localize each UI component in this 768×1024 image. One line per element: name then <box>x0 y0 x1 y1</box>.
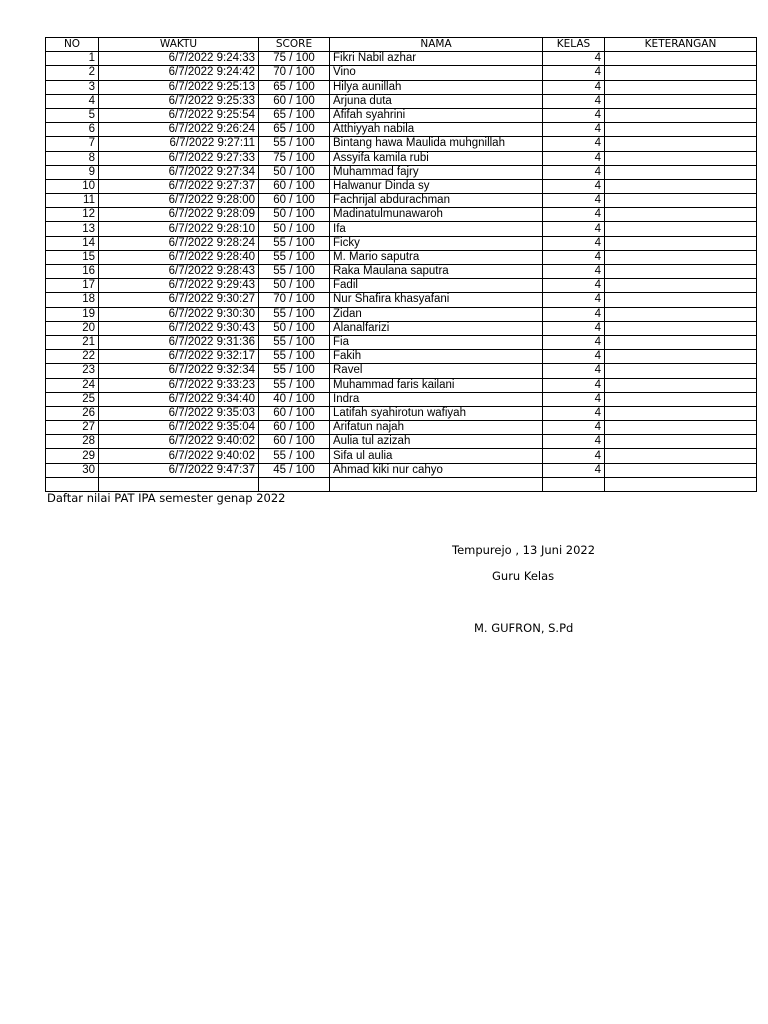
cell-score <box>259 477 330 491</box>
cell-kelas: 4 <box>543 307 605 321</box>
cell-nama: Latifah syahirotun wafiyah <box>330 406 543 420</box>
cell-no: 30 <box>46 463 99 477</box>
table-row <box>46 293 757 307</box>
cell-keterangan <box>605 151 757 165</box>
cell-score: 55 / 100 <box>259 350 330 364</box>
cell-waktu: 6/7/2022 9:27:37 <box>99 179 259 193</box>
cell-waktu: 6/7/2022 9:40:02 <box>99 449 259 463</box>
cell-keterangan <box>605 265 757 279</box>
table-row <box>46 66 757 80</box>
cell-kelas: 4 <box>543 94 605 108</box>
cell-waktu: 6/7/2022 9:25:13 <box>99 80 259 94</box>
table-row <box>46 165 757 179</box>
cell-nama: Ifa <box>330 222 543 236</box>
place-date: Tempurejo , 13 Juni 2022 <box>452 543 596 557</box>
table-row <box>46 52 757 66</box>
cell-kelas: 4 <box>543 250 605 264</box>
cell-keterangan <box>605 66 757 80</box>
cell-nama: Alanalfarizi <box>330 321 543 335</box>
table-row <box>46 392 757 406</box>
cell-score: 60 / 100 <box>259 435 330 449</box>
cell-keterangan <box>605 137 757 151</box>
cell-keterangan <box>605 52 757 66</box>
cell-score: 55 / 100 <box>259 250 330 264</box>
cell-keterangan <box>605 222 757 236</box>
cell-no: 1 <box>46 52 99 66</box>
table-row <box>46 236 757 250</box>
table-row <box>46 449 757 463</box>
cell-score: 50 / 100 <box>259 222 330 236</box>
table-row <box>46 307 757 321</box>
cell-score: 60 / 100 <box>259 179 330 193</box>
table-row <box>46 335 757 349</box>
cell-waktu: 6/7/2022 9:35:04 <box>99 421 259 435</box>
cell-nama: Vino <box>330 66 543 80</box>
cell-score: 50 / 100 <box>259 208 330 222</box>
cell-keterangan <box>605 421 757 435</box>
cell-no: 28 <box>46 435 99 449</box>
cell-kelas: 4 <box>543 293 605 307</box>
cell-keterangan <box>605 364 757 378</box>
cell-kelas: 4 <box>543 151 605 165</box>
cell-no: 9 <box>46 165 99 179</box>
cell-no: 13 <box>46 222 99 236</box>
cell-score: 55 / 100 <box>259 236 330 250</box>
cell-nama: Fia <box>330 335 543 349</box>
cell-nama: Bintang hawa Maulida muhgnillah <box>330 137 543 151</box>
cell-waktu: 6/7/2022 9:30:27 <box>99 293 259 307</box>
cell-waktu: 6/7/2022 9:33:23 <box>99 378 259 392</box>
cell-nama: Raka Maulana saputra <box>330 265 543 279</box>
table-row <box>46 435 757 449</box>
table-caption: Daftar nilai PAT IPA semester genap 2022 <box>47 491 286 505</box>
cell-score: 55 / 100 <box>259 335 330 349</box>
table-row <box>46 421 757 435</box>
cell-kelas: 4 <box>543 265 605 279</box>
cell-no: 24 <box>46 378 99 392</box>
table-row <box>46 222 757 236</box>
cell-waktu: 6/7/2022 9:28:09 <box>99 208 259 222</box>
cell-no: 5 <box>46 108 99 122</box>
cell-kelas: 4 <box>543 392 605 406</box>
cell-nama: Fakih <box>330 350 543 364</box>
cell-keterangan <box>605 236 757 250</box>
cell-waktu: 6/7/2022 9:34:40 <box>99 392 259 406</box>
cell-nama: Halwanur Dinda sy <box>330 179 543 193</box>
cell-score: 60 / 100 <box>259 194 330 208</box>
cell-keterangan <box>605 165 757 179</box>
table-row <box>46 108 757 122</box>
cell-waktu: 6/7/2022 9:32:17 <box>99 350 259 364</box>
cell-keterangan <box>605 435 757 449</box>
cell-score: 55 / 100 <box>259 449 330 463</box>
cell-kelas: 4 <box>543 350 605 364</box>
cell-kelas: 4 <box>543 364 605 378</box>
cell-no: 22 <box>46 350 99 364</box>
cell-kelas: 4 <box>543 321 605 335</box>
cell-score: 65 / 100 <box>259 123 330 137</box>
cell-kelas: 4 <box>543 165 605 179</box>
table-row <box>46 477 757 491</box>
cell-nama: Fadil <box>330 279 543 293</box>
cell-waktu <box>99 477 259 491</box>
cell-no: 7 <box>46 137 99 151</box>
cell-nama: Nur Shafira khasyafani <box>330 293 543 307</box>
cell-nama: M. Mario saputra <box>330 250 543 264</box>
cell-score: 70 / 100 <box>259 293 330 307</box>
cell-nama: Muhammad faris kailani <box>330 378 543 392</box>
cell-score: 60 / 100 <box>259 421 330 435</box>
cell-score: 75 / 100 <box>259 151 330 165</box>
cell-no: 19 <box>46 307 99 321</box>
cell-nama: Aulia tul azizah <box>330 435 543 449</box>
cell-waktu: 6/7/2022 9:35:03 <box>99 406 259 420</box>
cell-score: 55 / 100 <box>259 364 330 378</box>
header-keterangan: KETERANGAN <box>605 38 757 52</box>
cell-score: 60 / 100 <box>259 406 330 420</box>
cell-nama: Zidan <box>330 307 543 321</box>
cell-keterangan <box>605 279 757 293</box>
cell-kelas: 4 <box>543 208 605 222</box>
cell-kelas: 4 <box>543 222 605 236</box>
cell-kelas: 4 <box>543 179 605 193</box>
cell-keterangan <box>605 194 757 208</box>
cell-no: 3 <box>46 80 99 94</box>
table-row <box>46 80 757 94</box>
cell-kelas: 4 <box>543 449 605 463</box>
cell-score: 50 / 100 <box>259 165 330 179</box>
cell-waktu: 6/7/2022 9:26:24 <box>99 123 259 137</box>
cell-score: 55 / 100 <box>259 137 330 151</box>
cell-kelas: 4 <box>543 108 605 122</box>
cell-waktu: 6/7/2022 9:31:36 <box>99 335 259 349</box>
cell-kelas: 4 <box>543 80 605 94</box>
header-row <box>46 38 757 52</box>
cell-waktu: 6/7/2022 9:30:30 <box>99 307 259 321</box>
cell-keterangan <box>605 179 757 193</box>
cell-waktu: 6/7/2022 9:28:40 <box>99 250 259 264</box>
cell-nama: Sifa ul aulia <box>330 449 543 463</box>
cell-waktu: 6/7/2022 9:25:33 <box>99 94 259 108</box>
cell-nama: Hilya aunillah <box>330 80 543 94</box>
cell-kelas: 4 <box>543 52 605 66</box>
table-row <box>46 321 757 335</box>
table-row <box>46 208 757 222</box>
cell-kelas: 4 <box>543 66 605 80</box>
cell-keterangan <box>605 94 757 108</box>
cell-keterangan <box>605 123 757 137</box>
cell-waktu: 6/7/2022 9:47:37 <box>99 463 259 477</box>
cell-waktu: 6/7/2022 9:30:43 <box>99 321 259 335</box>
cell-no: 18 <box>46 293 99 307</box>
cell-no: 20 <box>46 321 99 335</box>
table-row <box>46 463 757 477</box>
cell-no: 6 <box>46 123 99 137</box>
cell-kelas: 4 <box>543 279 605 293</box>
cell-nama: Fachrijal abdurachman <box>330 194 543 208</box>
cell-kelas: 4 <box>543 335 605 349</box>
cell-no: 17 <box>46 279 99 293</box>
cell-keterangan <box>605 477 757 491</box>
cell-score: 50 / 100 <box>259 279 330 293</box>
cell-keterangan <box>605 307 757 321</box>
cell-keterangan <box>605 335 757 349</box>
cell-waktu: 6/7/2022 9:27:34 <box>99 165 259 179</box>
cell-kelas: 4 <box>543 435 605 449</box>
cell-waktu: 6/7/2022 9:40:02 <box>99 435 259 449</box>
cell-nama: Madinatulmunawaroh <box>330 208 543 222</box>
cell-no <box>46 477 99 491</box>
cell-nama: Afifah syahrini <box>330 108 543 122</box>
table-row <box>46 265 757 279</box>
table-row <box>46 179 757 193</box>
cell-no: 15 <box>46 250 99 264</box>
cell-nama: Ravel <box>330 364 543 378</box>
cell-no: 12 <box>46 208 99 222</box>
cell-score: 75 / 100 <box>259 52 330 66</box>
table-row <box>46 123 757 137</box>
signer-name: M. GUFRON, S.Pd <box>474 621 574 635</box>
cell-waktu: 6/7/2022 9:32:34 <box>99 364 259 378</box>
table-row <box>46 279 757 293</box>
cell-kelas: 4 <box>543 123 605 137</box>
table-row <box>46 151 757 165</box>
cell-nama: Arifatun najah <box>330 421 543 435</box>
cell-score: 55 / 100 <box>259 307 330 321</box>
cell-score: 45 / 100 <box>259 463 330 477</box>
cell-score: 70 / 100 <box>259 66 330 80</box>
cell-keterangan <box>605 463 757 477</box>
cell-waktu: 6/7/2022 9:24:42 <box>99 66 259 80</box>
cell-kelas: 4 <box>543 194 605 208</box>
cell-kelas: 4 <box>543 421 605 435</box>
cell-no: 29 <box>46 449 99 463</box>
grades-table <box>45 37 757 492</box>
cell-keterangan <box>605 406 757 420</box>
table-row <box>46 194 757 208</box>
signer-role: Guru Kelas <box>492 569 555 583</box>
cell-keterangan <box>605 350 757 364</box>
cell-no: 23 <box>46 364 99 378</box>
table-row <box>46 378 757 392</box>
cell-waktu: 6/7/2022 9:28:24 <box>99 236 259 250</box>
cell-kelas: 4 <box>543 463 605 477</box>
cell-waktu: 6/7/2022 9:24:33 <box>99 52 259 66</box>
cell-keterangan <box>605 392 757 406</box>
cell-score: 65 / 100 <box>259 80 330 94</box>
table-row <box>46 250 757 264</box>
cell-waktu: 6/7/2022 9:28:43 <box>99 265 259 279</box>
cell-score: 40 / 100 <box>259 392 330 406</box>
cell-kelas: 4 <box>543 378 605 392</box>
cell-no: 16 <box>46 265 99 279</box>
cell-nama: Arjuna duta <box>330 94 543 108</box>
cell-no: 2 <box>46 66 99 80</box>
cell-nama: Ahmad kiki nur cahyo <box>330 463 543 477</box>
cell-keterangan <box>605 293 757 307</box>
cell-waktu: 6/7/2022 9:29:43 <box>99 279 259 293</box>
cell-score: 60 / 100 <box>259 94 330 108</box>
cell-no: 8 <box>46 151 99 165</box>
table-row <box>46 94 757 108</box>
table-row <box>46 137 757 151</box>
cell-score: 55 / 100 <box>259 378 330 392</box>
cell-kelas: 4 <box>543 406 605 420</box>
cell-no: 10 <box>46 179 99 193</box>
cell-keterangan <box>605 321 757 335</box>
cell-score: 50 / 100 <box>259 321 330 335</box>
cell-kelas: 4 <box>543 137 605 151</box>
cell-kelas <box>543 477 605 491</box>
cell-waktu: 6/7/2022 9:28:10 <box>99 222 259 236</box>
cell-waktu: 6/7/2022 9:27:11 <box>99 137 259 151</box>
cell-nama <box>330 477 543 491</box>
header-no: NO <box>46 38 99 52</box>
cell-nama: Fikri Nabil azhar <box>330 52 543 66</box>
cell-nama: Indra <box>330 392 543 406</box>
cell-waktu: 6/7/2022 9:28:00 <box>99 194 259 208</box>
cell-no: 11 <box>46 194 99 208</box>
cell-keterangan <box>605 108 757 122</box>
cell-kelas: 4 <box>543 236 605 250</box>
table-row <box>46 364 757 378</box>
table-row <box>46 406 757 420</box>
cell-nama: Assyifa kamila rubi <box>330 151 543 165</box>
cell-no: 25 <box>46 392 99 406</box>
cell-score: 65 / 100 <box>259 108 330 122</box>
cell-no: 14 <box>46 236 99 250</box>
cell-score: 55 / 100 <box>259 265 330 279</box>
cell-no: 4 <box>46 94 99 108</box>
cell-nama: Atthiyyah nabila <box>330 123 543 137</box>
cell-keterangan <box>605 208 757 222</box>
header-score: SCORE <box>259 38 330 52</box>
table-row <box>46 350 757 364</box>
cell-nama: Muhammad fajry <box>330 165 543 179</box>
cell-keterangan <box>605 250 757 264</box>
cell-no: 26 <box>46 406 99 420</box>
cell-waktu: 6/7/2022 9:25:54 <box>99 108 259 122</box>
cell-nama: Ficky <box>330 236 543 250</box>
cell-waktu: 6/7/2022 9:27:33 <box>99 151 259 165</box>
header-kelas: KELAS <box>543 38 605 52</box>
cell-keterangan <box>605 449 757 463</box>
header-waktu: WAKTU <box>99 38 259 52</box>
cell-no: 21 <box>46 335 99 349</box>
cell-keterangan <box>605 80 757 94</box>
cell-keterangan <box>605 378 757 392</box>
cell-no: 27 <box>46 421 99 435</box>
header-nama: NAMA <box>330 38 543 52</box>
